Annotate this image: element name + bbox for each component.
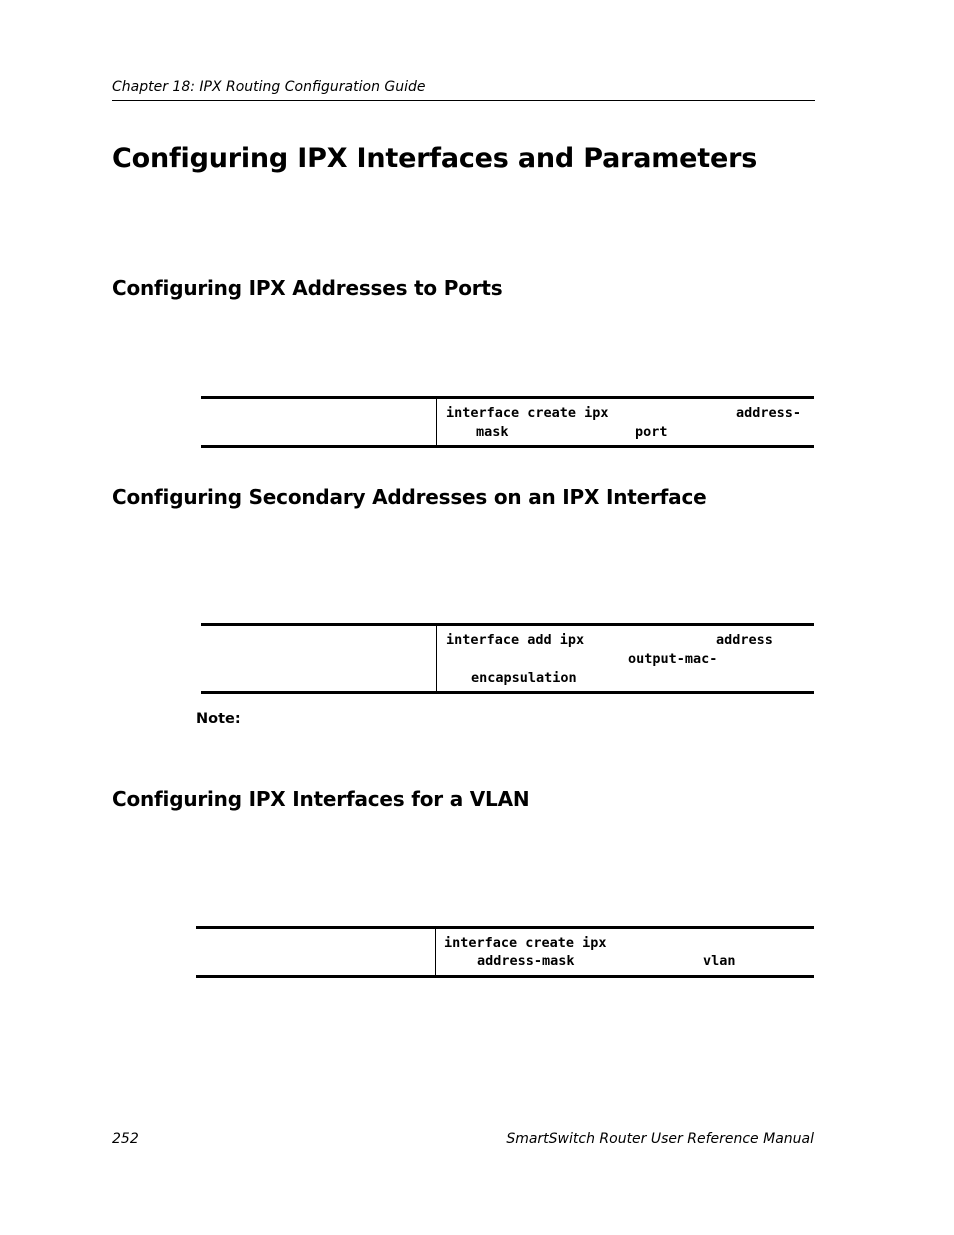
command-text: address-mask [477, 953, 575, 969]
command-text: address- [736, 405, 802, 421]
command-table-ipx-addresses [201, 396, 814, 448]
command-text: address [716, 632, 773, 648]
command-text: output-mac- [628, 651, 718, 667]
header-rule [112, 100, 815, 101]
command-text: interface create ipx [446, 405, 609, 421]
section-heading-secondary-addresses: Configuring Secondary Addresses on an IPX Interface [112, 485, 707, 509]
table-column-divider [436, 626, 437, 691]
page-title: Configuring IPX Interfaces and Parameters [112, 143, 758, 174]
page-number: 252 [112, 1131, 139, 1147]
running-head: Chapter 18: IPX Routing Configuration Guide [112, 79, 426, 95]
footer-manual-title: SmartSwitch Router User Reference Manual [506, 1131, 814, 1147]
note-label: Note: [196, 711, 241, 727]
command-text: vlan [703, 953, 736, 969]
command-table-ipx-vlan [196, 926, 814, 978]
section-heading-ipx-addresses-to-ports: Configuring IPX Addresses to Ports [112, 276, 503, 300]
table-column-divider [435, 929, 436, 975]
command-text: encapsulation [471, 670, 577, 686]
table-column-divider [436, 399, 437, 445]
command-text: interface create ipx [444, 935, 607, 951]
command-text: mask [476, 424, 509, 440]
command-table-secondary-addresses [201, 623, 814, 694]
command-text: interface add ipx [446, 632, 585, 648]
command-text: port [635, 424, 668, 440]
section-heading-ipx-interfaces-vlan: Configuring IPX Interfaces for a VLAN [112, 787, 530, 811]
